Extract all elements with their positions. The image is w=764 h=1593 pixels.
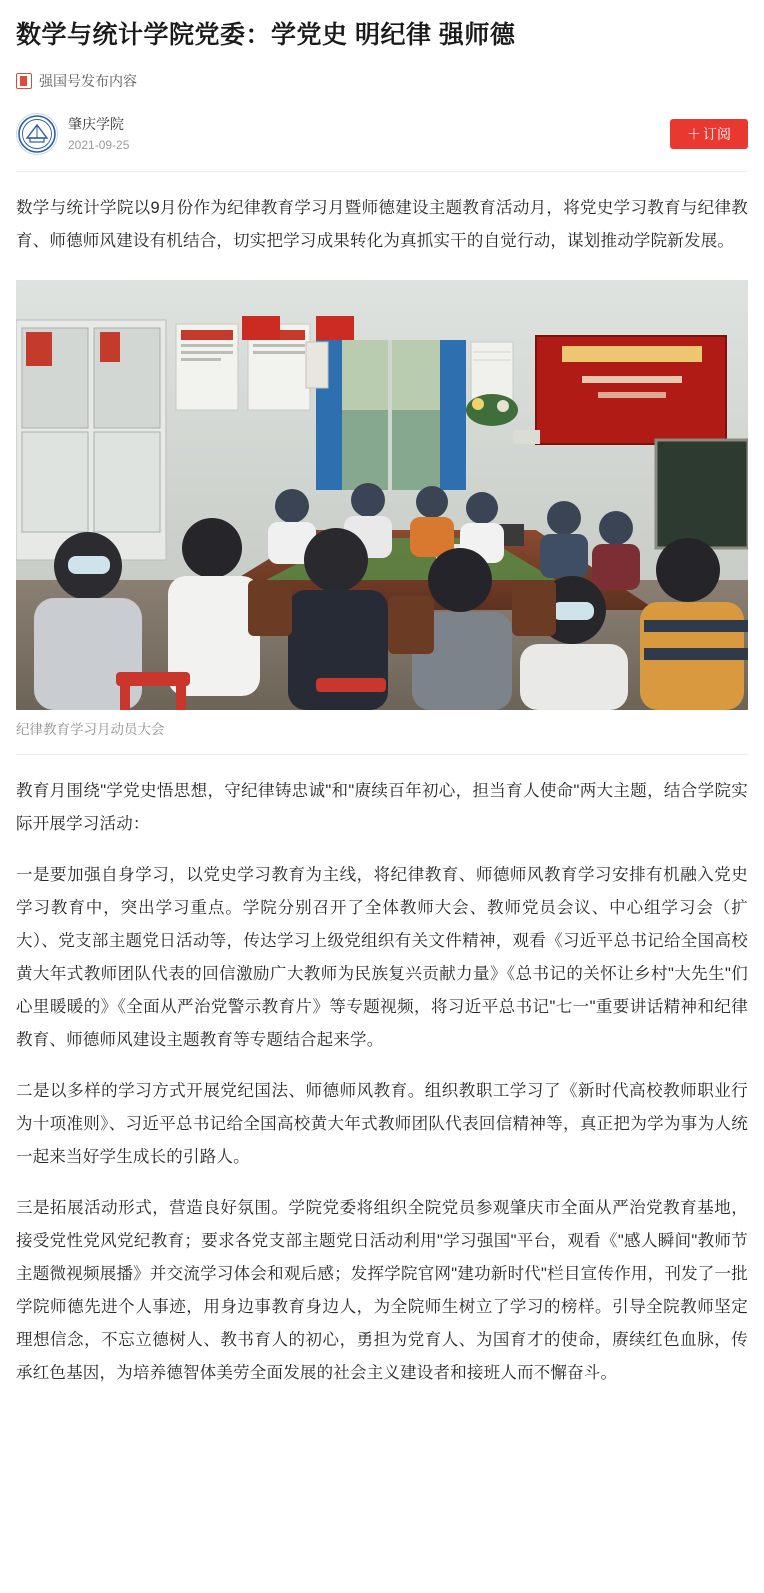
header-divider [16, 171, 748, 172]
paragraph-2: 教育月围绕"学党史悟思想，守纪律铸忠诚"和"赓续百年初心，担当育人使命"两大主题，结合学院实际开展学习活动： [16, 782, 748, 833]
publisher-name[interactable]: 肇庆学院 [68, 116, 124, 132]
plus-icon: ＋ [687, 126, 701, 142]
university-emblem-icon [17, 114, 57, 154]
publish-date: 2021-09-25 [68, 138, 130, 152]
page-title: 数学与统计学院党委：学党史 明纪律 强师德 [16, 21, 516, 49]
subscribe-button-label: 订阅 [703, 126, 731, 142]
article-figure [16, 280, 748, 738]
paragraph-4: 二是以多样的学习方式开展党纪国法、师德师风教育。组织教职工学习了《新时代高校教师职业行为十项准则》、习近平总书记给全国高校黄大年式教师团队代表回信精神等，真正把为学为事为人统一起来当好学生成长的引路人。 [16, 1082, 748, 1166]
publisher-row [16, 113, 748, 171]
source-row [16, 71, 748, 91]
publisher-meta [68, 114, 670, 154]
paragraph-1: 数学与统计学院以9月份作为纪律教育学习月暨师德建设主题教育活动月，将党史学习教育与纪律教育、师德师风建设有机结合，切实把学习成果转化为真抓实干的自觉行动，谋划推动学院新发展。 [16, 199, 748, 250]
subscribe-button[interactable] [670, 119, 748, 149]
image-caption: 纪律教育学习月动员大会 [16, 722, 165, 737]
source-label: 强国号发布内容 [39, 73, 137, 89]
bottom-spacer [16, 1408, 748, 1426]
paragraph-5: 三是拓展活动形式，营造良好氛围。学院党委将组织全院党员参观肇庆市全面从严治党教育基地，接受党性党风党纪教育；要求各党支部主题党日活动利用"学习强国"平台，观看《"感人瞬间"教师节主题微视频展播》并交流学习体会和观后感；发挥学院官网"建功新时代"栏目宣传作用，刊发了一批学院师德先进个人事迹，用身边事教育身边人，为全院师生树立了学习的榜样。引导全院教师坚定理想信念，不忘立德树人、教书育人的初心，勇担为党育人、为国育才的使命，赓续红色血脉，传承红色基因，为培养德智体美劳全面发展的社会主义建设者和接班人而不懈奋斗。 [16, 1199, 748, 1382]
avatar[interactable] [16, 113, 58, 155]
content-divider [16, 754, 748, 755]
paragraph-3: 一是要加强自身学习，以党史学习教育为主线，将纪律教育、师德师风教育学习安排有机融入党史学习教育中，突出学习重点。学院分别召开了全体教师大会、教师党员会议、中心组学习会（扩大）、党支部主题党日活动等，传达学习上级党组织有关文件精神，观看《习近平总书记给全国高校黄大年式教师团队代表的回信激励广大教师为民族复兴贡献力量》《总书记的关怀让乡村"大先生"们心里暖暖的》《全面从严治党警示教育片》等专题视频，将习近平总书记"七一"重要讲话精神和纪律教育、师德师风建设主题教育等专题结合起来学。 [16, 866, 748, 1049]
strong-nation-badge-icon [16, 73, 32, 89]
meeting-photo [16, 280, 748, 710]
